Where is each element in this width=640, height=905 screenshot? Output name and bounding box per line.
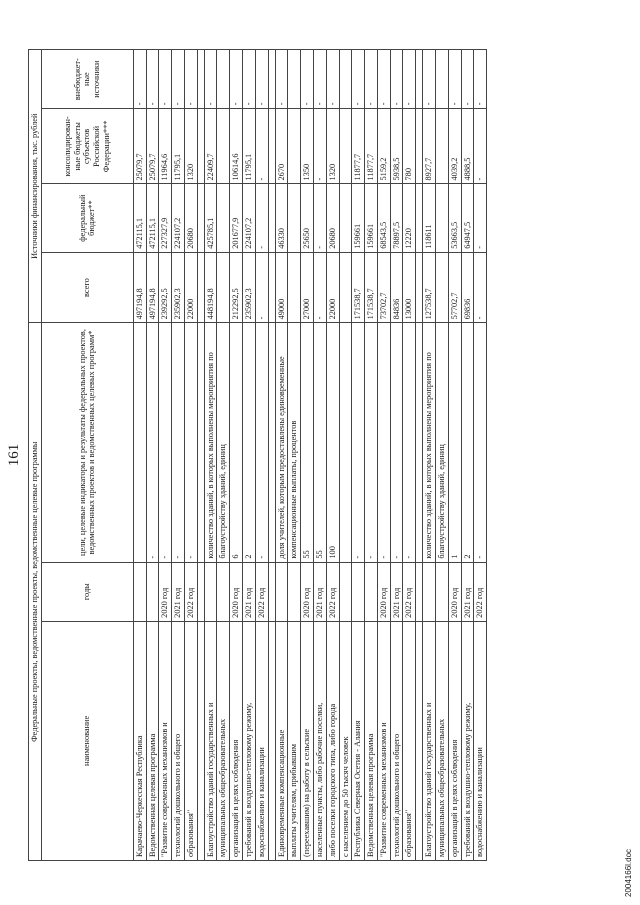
table-row <box>339 50 352 861</box>
table-row <box>301 50 314 861</box>
cell-total: - <box>474 252 487 323</box>
cell-name: (переехавшим) на работу в сельские <box>301 621 314 860</box>
cell-regional: 4888,5 <box>461 109 474 184</box>
cell-federal <box>435 184 448 252</box>
cell-name: "Развитие современных механизмов и <box>377 621 390 860</box>
cell-year: 2021 год <box>313 562 326 621</box>
cell-extra: - <box>133 50 146 109</box>
cell-name: с населением до 50 тысяч человек <box>339 621 352 860</box>
cell-name: Карачаево-Черкесская Республика <box>133 621 146 860</box>
cell-regional: - <box>474 109 487 184</box>
cell-total: 171538,7 <box>365 252 378 323</box>
cell-regional: 780 <box>403 109 416 184</box>
table-row <box>416 50 423 861</box>
col-regional-header: консолидирован-ные бюджеты субъектов Российской Федерации*** <box>41 109 133 184</box>
cell-total: 497194,8 <box>146 252 159 323</box>
cell-extra: - <box>243 50 256 109</box>
cell-year <box>365 562 378 621</box>
cell-federal: 118611 <box>423 184 436 252</box>
spacer-cell <box>197 109 204 184</box>
cell-extra: - <box>184 50 197 109</box>
cell-name: Благоустройство зданий государственных и <box>423 621 436 860</box>
cell-indicator: компенсационные выплаты, процентов <box>288 323 301 562</box>
cell-total: 84836 <box>390 252 403 323</box>
cell-total: 69836 <box>461 252 474 323</box>
cell-year <box>146 562 159 621</box>
table-row <box>313 50 326 861</box>
cell-total: 448194,8 <box>204 252 217 323</box>
cell-indicator: 55 <box>301 323 314 562</box>
cell-federal <box>339 184 352 252</box>
cell-extra: - <box>474 50 487 109</box>
cell-indicator: - <box>390 323 403 562</box>
cell-indicator: 6 <box>230 323 243 562</box>
cell-year: 2020 год <box>448 562 461 621</box>
cell-extra: - <box>159 50 172 109</box>
cell-total <box>339 252 352 323</box>
cell-year: 2020 год <box>230 562 243 621</box>
table-row <box>461 50 474 861</box>
cell-name: Единовременные компенсационные <box>275 621 288 860</box>
spacer-cell <box>268 109 275 184</box>
page-number: 161 <box>6 443 22 467</box>
cell-extra: - <box>461 50 474 109</box>
cell-regional: 22409,7 <box>204 109 217 184</box>
table-row <box>172 50 185 861</box>
table-row <box>159 50 172 861</box>
cell-federal: 227327,9 <box>159 184 172 252</box>
cell-federal: 20680 <box>184 184 197 252</box>
cell-indicator: благоустройству зданий, единиц <box>435 323 448 562</box>
cell-federal: 224107,2 <box>172 184 185 252</box>
cell-year: 2020 год <box>159 562 172 621</box>
cell-extra: - <box>403 50 416 109</box>
cell-indicator: - <box>377 323 390 562</box>
cell-year: 2021 год <box>172 562 185 621</box>
cell-extra: - <box>204 50 217 109</box>
cell-name: требований к воздушно-тепловому режиму, <box>243 621 256 860</box>
cell-regional: 11795,1 <box>172 109 185 184</box>
cell-name: организаций в целях соблюдения <box>448 621 461 860</box>
table-row <box>390 50 403 861</box>
cell-indicator <box>133 323 146 562</box>
cell-indicator <box>339 323 352 562</box>
table-row <box>204 50 217 861</box>
cell-year <box>275 562 288 621</box>
cell-indicator: - <box>352 323 365 562</box>
cell-name: водоснабжению и канализации <box>474 621 487 860</box>
cell-regional: 10614,6 <box>230 109 243 184</box>
cell-total <box>217 252 230 323</box>
spacer-cell <box>197 621 204 860</box>
col-indicators-header: цели, целевые индикаторы и результаты федеральных проектов, ведомственных проектов и ведомственных целевых программ* <box>41 323 133 562</box>
cell-regional <box>217 109 230 184</box>
cell-federal: 64947,5 <box>461 184 474 252</box>
cell-extra: - <box>352 50 365 109</box>
cell-name: муниципальных общеобразовательных <box>217 621 230 860</box>
cell-name: Ведомственная целевая программа <box>146 621 159 860</box>
table-row <box>326 50 339 861</box>
cell-extra: - <box>146 50 159 109</box>
cell-year: 2022 год <box>255 562 268 621</box>
cell-extra: - <box>255 50 268 109</box>
cell-total: 235902,3 <box>243 252 256 323</box>
table-row <box>255 50 268 861</box>
cell-indicator: - <box>255 323 268 562</box>
cell-extra <box>435 50 448 109</box>
cell-year <box>217 562 230 621</box>
cell-total: 73702,7 <box>377 252 390 323</box>
spacer-cell <box>197 50 204 109</box>
cell-total: 49000 <box>275 252 288 323</box>
cell-regional: 4039,2 <box>448 109 461 184</box>
cell-extra <box>217 50 230 109</box>
spacer-cell <box>268 252 275 323</box>
col-extra-header: внебюджет-ные источники <box>41 50 133 109</box>
cell-total: 212292,5 <box>230 252 243 323</box>
cell-year <box>288 562 301 621</box>
spacer-cell <box>416 50 423 109</box>
cell-year: 2022 год <box>326 562 339 621</box>
cell-indicator: - <box>146 323 159 562</box>
cell-regional: 11877,7 <box>352 109 365 184</box>
spacer-cell <box>416 323 423 562</box>
cell-indicator: - <box>474 323 487 562</box>
cell-regional <box>339 109 352 184</box>
cell-year <box>435 562 448 621</box>
cell-indicator: - <box>365 323 378 562</box>
cell-indicator: благоустройству зданий, единиц <box>217 323 230 562</box>
cell-regional: 25079,7 <box>133 109 146 184</box>
table-row <box>423 50 436 861</box>
spacer-cell <box>197 323 204 562</box>
cell-total: 171538,7 <box>352 252 365 323</box>
cell-indicator: 2 <box>461 323 474 562</box>
cell-indicator: - <box>172 323 185 562</box>
cell-federal: 224107,2 <box>243 184 256 252</box>
cell-year: 2021 год <box>461 562 474 621</box>
spacer-cell <box>416 109 423 184</box>
cell-total: 22000 <box>184 252 197 323</box>
cell-name: требований к воздушно-тепловому режиму, <box>461 621 474 860</box>
cell-federal: 20680 <box>326 184 339 252</box>
cell-extra <box>339 50 352 109</box>
table-row <box>435 50 448 861</box>
cell-name: образования" <box>184 621 197 860</box>
cell-year <box>339 562 352 621</box>
cell-regional: - <box>313 109 326 184</box>
cell-regional: 1320 <box>326 109 339 184</box>
cell-indicator: 2 <box>243 323 256 562</box>
spacer-cell <box>268 50 275 109</box>
cell-federal <box>217 184 230 252</box>
cell-federal: 201677,9 <box>230 184 243 252</box>
cell-federal: 425785,1 <box>204 184 217 252</box>
table-row <box>268 50 275 861</box>
spacer-cell <box>197 184 204 252</box>
cell-indicator: - <box>184 323 197 562</box>
cell-federal: 25650 <box>301 184 314 252</box>
cell-federal: - <box>255 184 268 252</box>
spacer-cell <box>197 562 204 621</box>
cell-name: муниципальных общеобразовательных <box>435 621 448 860</box>
table-row <box>448 50 461 861</box>
cell-indicator: количество зданий, в которых выполнены мероприятия по <box>423 323 436 562</box>
cell-federal: 159661 <box>352 184 365 252</box>
table-row <box>352 50 365 861</box>
cell-indicator: 1 <box>448 323 461 562</box>
col-name-header: наименование <box>41 621 133 860</box>
table-row <box>474 50 487 861</box>
group-header: Федеральные проекты, ведомственные проекты, ведомственные целевые программы <box>29 323 42 861</box>
cell-indicator: - <box>159 323 172 562</box>
cell-federal: 68543,5 <box>377 184 390 252</box>
cell-indicator: - <box>403 323 416 562</box>
col-federal-header: федеральный бюджет** <box>41 184 133 252</box>
cell-name: либо поселки городского типа, либо города <box>326 621 339 860</box>
spacer-cell <box>416 184 423 252</box>
spacer-cell <box>268 621 275 860</box>
cell-total: 239292,5 <box>159 252 172 323</box>
table-body <box>133 50 486 861</box>
cell-year <box>204 562 217 621</box>
budget-table <box>28 49 487 861</box>
table-row <box>184 50 197 861</box>
table-row <box>133 50 146 861</box>
cell-year: 2022 год <box>184 562 197 621</box>
cell-year: 2021 год <box>243 562 256 621</box>
cell-total: - <box>313 252 326 323</box>
table-row <box>197 50 204 861</box>
cell-regional: - <box>255 109 268 184</box>
col-total-header: всего <box>41 252 133 323</box>
table-row <box>365 50 378 861</box>
file-name: 2004166l.doc <box>624 848 633 897</box>
table-row <box>217 50 230 861</box>
cell-extra: - <box>313 50 326 109</box>
cell-federal: - <box>474 184 487 252</box>
table-row <box>243 50 256 861</box>
spacer-cell <box>268 184 275 252</box>
cell-year: 2021 год <box>390 562 403 621</box>
spacer-cell <box>416 621 423 860</box>
cell-extra: - <box>448 50 461 109</box>
cell-federal: 12220 <box>403 184 416 252</box>
cell-extra: - <box>326 50 339 109</box>
cell-extra: - <box>301 50 314 109</box>
cell-name: населенные пункты, либо рабочие поселки, <box>313 621 326 860</box>
cell-total: 127538,7 <box>423 252 436 323</box>
cell-name: образования" <box>403 621 416 860</box>
cell-year <box>352 562 365 621</box>
spacer-cell <box>416 252 423 323</box>
cell-total <box>288 252 301 323</box>
cell-extra: - <box>365 50 378 109</box>
cell-regional: 2670 <box>275 109 288 184</box>
cell-total: 235902,3 <box>172 252 185 323</box>
spacer-cell <box>197 252 204 323</box>
col-years-header: годы <box>41 562 133 621</box>
cell-federal: 472115,1 <box>133 184 146 252</box>
cell-federal: - <box>313 184 326 252</box>
cell-indicator: доля учителей, которым предоставлены единовременные <box>275 323 288 562</box>
cell-extra <box>288 50 301 109</box>
cell-extra: - <box>275 50 288 109</box>
cell-year <box>133 562 146 621</box>
cell-total: 57702,7 <box>448 252 461 323</box>
cell-extra: - <box>377 50 390 109</box>
cell-name: водоснабжению и канализации <box>255 621 268 860</box>
cell-federal: 46330 <box>275 184 288 252</box>
cell-regional: 1350 <box>301 109 314 184</box>
cell-regional: 11795,1 <box>243 109 256 184</box>
cell-name: Республика Северная Осетия - Алания <box>352 621 365 860</box>
cell-total <box>435 252 448 323</box>
cell-regional: 8927,7 <box>423 109 436 184</box>
cell-federal: 53663,5 <box>448 184 461 252</box>
cell-year: 2022 год <box>474 562 487 621</box>
cell-total: 22000 <box>326 252 339 323</box>
cell-extra: - <box>230 50 243 109</box>
funding-header: Источники финансирования, тыс. рублей <box>29 50 42 323</box>
cell-regional: 5159,2 <box>377 109 390 184</box>
cell-extra: - <box>423 50 436 109</box>
cell-regional: 1320 <box>184 109 197 184</box>
table-row <box>403 50 416 861</box>
cell-federal: 78897,5 <box>390 184 403 252</box>
cell-regional: 5938,5 <box>390 109 403 184</box>
cell-year: 2022 год <box>403 562 416 621</box>
spacer-cell <box>416 562 423 621</box>
table-row <box>275 50 288 861</box>
cell-name: технологий дошкольного и общего <box>390 621 403 860</box>
cell-indicator: количество зданий, в которых выполнены мероприятия по <box>204 323 217 562</box>
cell-name: "Развитие современных механизмов и <box>159 621 172 860</box>
cell-regional: 11877,7 <box>365 109 378 184</box>
cell-indicator: 100 <box>326 323 339 562</box>
cell-federal: 159661 <box>365 184 378 252</box>
cell-indicator: 55 <box>313 323 326 562</box>
cell-name: Благоустройство зданий государственных и <box>204 621 217 860</box>
cell-regional <box>435 109 448 184</box>
cell-extra: - <box>172 50 185 109</box>
cell-federal <box>288 184 301 252</box>
table-row <box>288 50 301 861</box>
cell-total: - <box>255 252 268 323</box>
cell-name: организаций в целях соблюдения <box>230 621 243 860</box>
cell-name: Ведомственная целевая программа <box>365 621 378 860</box>
cell-regional <box>288 109 301 184</box>
cell-year: 2020 год <box>377 562 390 621</box>
cell-name: технологий дошкольного и общего <box>172 621 185 860</box>
table-row <box>377 50 390 861</box>
cell-regional: 25079,7 <box>146 109 159 184</box>
cell-year: 2020 год <box>301 562 314 621</box>
cell-name: выплаты учителям, прибывшим <box>288 621 301 860</box>
spacer-cell <box>268 562 275 621</box>
cell-federal: 472115,1 <box>146 184 159 252</box>
table-row <box>230 50 243 861</box>
cell-total: 13000 <box>403 252 416 323</box>
cell-year <box>423 562 436 621</box>
table-row <box>146 50 159 861</box>
cell-total: 27000 <box>301 252 314 323</box>
cell-extra: - <box>390 50 403 109</box>
spacer-cell <box>268 323 275 562</box>
cell-regional: 11964,6 <box>159 109 172 184</box>
cell-total: 497194,8 <box>133 252 146 323</box>
